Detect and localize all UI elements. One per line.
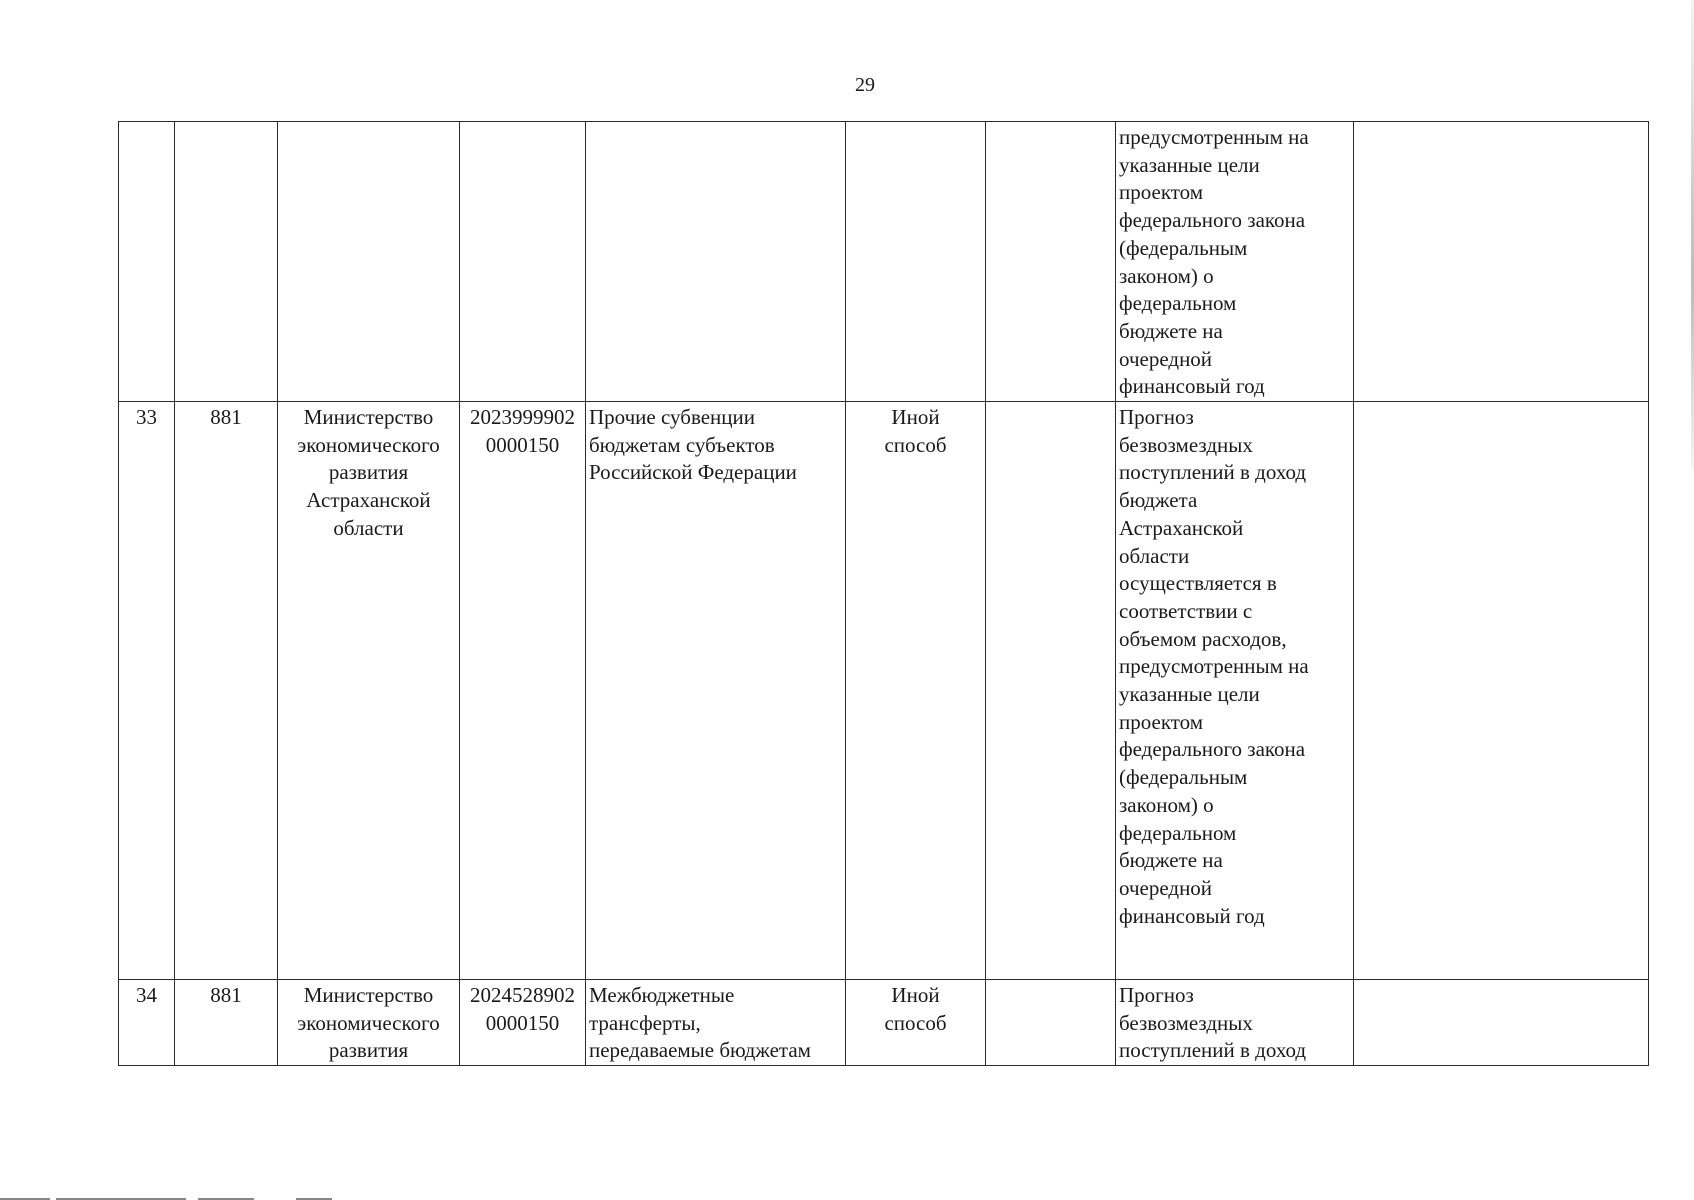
cell-formula	[986, 122, 1116, 402]
cell-administrator: Министерство экономического развития Астраханской области	[278, 402, 460, 980]
cell-forecast-method: Иной способ	[846, 402, 986, 980]
cell-kbk-code: 2023999902 0000150	[460, 402, 586, 980]
cell-row-number	[119, 122, 175, 402]
cell-administrator	[278, 122, 460, 402]
cell-forecast-method	[846, 122, 986, 402]
cell-revenue-name: Прочие субвенции бюджетам субъектов Российской Федерации	[586, 402, 846, 980]
cell-admin-code: 881	[175, 980, 278, 1066]
cell-note	[1354, 980, 1649, 1066]
cell-administrator: Министерство экономического развития	[278, 980, 460, 1066]
page-number: 29	[855, 74, 875, 96]
cell-method-description: предусмотренным на указанные цели проектом федерального закона (федеральным законом) о федеральном бюджете на очередной финансовый год	[1116, 122, 1354, 402]
cell-method-description: Прогноз безвозмездных поступлений в доход бюджета Астраханской области осуществляется в соответствии с объемом расходов, предусмотренным на указанные цели проектом федерального закона (федеральным законом) о федеральном бюджете на очередной финансовый год	[1116, 402, 1354, 980]
cell-revenue-name	[586, 122, 846, 402]
cell-note	[1354, 402, 1649, 980]
cell-method-description: Прогноз безвозмездных поступлений в доход	[1116, 980, 1354, 1066]
cell-note	[1354, 122, 1649, 402]
cell-forecast-method: Иной способ	[846, 980, 986, 1066]
table-row	[119, 402, 1649, 980]
cell-revenue-name: Межбюджетные трансферты, передаваемые бюджетам	[586, 980, 846, 1066]
cell-formula	[986, 402, 1116, 980]
cell-kbk-code	[460, 122, 586, 402]
cell-admin-code	[175, 122, 278, 402]
cell-row-number: 33	[119, 402, 175, 980]
table-row-continuation	[119, 122, 1649, 402]
revenue-forecast-table	[118, 121, 1649, 1066]
cell-row-number: 34	[119, 980, 175, 1066]
cell-kbk-code: 2024528902 0000150	[460, 980, 586, 1066]
cell-formula	[986, 980, 1116, 1066]
table-row	[119, 980, 1649, 1066]
cell-admin-code: 881	[175, 402, 278, 980]
